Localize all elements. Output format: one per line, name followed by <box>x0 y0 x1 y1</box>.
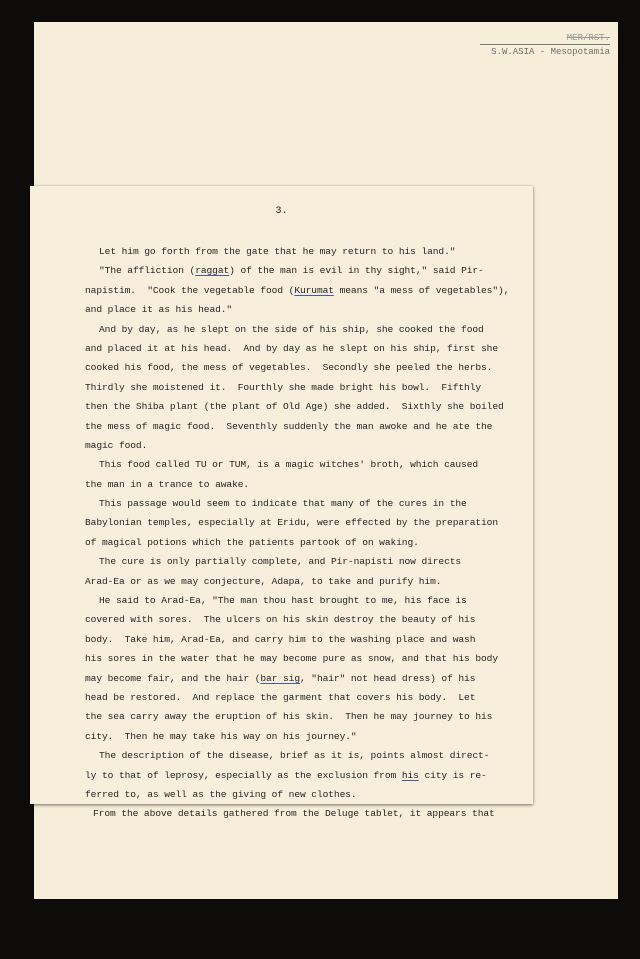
text-line <box>85 455 531 474</box>
text-segment: and placed it at his head. And by day as he slept on his ship, first she <box>85 342 498 354</box>
text-line <box>85 281 531 300</box>
text-segment: The description of the disease, brief as it is, points almost direct- <box>99 750 490 762</box>
text-segment: of magical potions which the patients partook of on waking. <box>85 536 419 548</box>
text-line <box>85 727 531 746</box>
text-segment: and place it as his head." <box>85 304 233 316</box>
text-line <box>85 766 531 785</box>
page-number: 3. <box>275 206 288 217</box>
text-segment: city. Then he may take his way on his journey." <box>85 730 357 742</box>
text-line <box>85 669 531 688</box>
body-text <box>85 242 531 824</box>
text-segment: And by day, as he slept on the side of his ship, she cooked the food <box>99 323 484 335</box>
text-line <box>85 552 531 571</box>
text-line <box>85 378 531 397</box>
text-segment: He said to Arad-Ea, "The man thou hast brought to me, his face is <box>99 595 467 607</box>
text-segment: ) of the man is evil in thy sight," said Pir- <box>229 265 484 277</box>
text-segment: his sores in the water that he may become pure as snow, and that his body <box>85 653 498 665</box>
underlined-term: his <box>401 769 419 781</box>
text-line <box>85 591 531 610</box>
text-segment: magic food. <box>85 439 148 451</box>
text-line <box>85 649 531 668</box>
text-segment: Arad-Ea or as we may conjecture, Adapa, to take and purify him. <box>85 575 442 587</box>
text-segment: From the above details gathered from the Deluge tablet, it appears that <box>93 808 495 820</box>
text-segment: "The affliction ( <box>99 265 196 277</box>
text-segment: The cure is only partially complete, and Pir-napisti now directs <box>99 556 462 568</box>
text-segment: the mess of magic food. Seventhly suddenly the man awoke and he ate the <box>85 420 493 432</box>
text-line <box>85 513 531 532</box>
text-segment: covered with sores. The ulcers on his skin destroy the beauty of his <box>85 614 476 626</box>
text-line <box>85 320 531 339</box>
text-segment: , "hair" not head dress) of his <box>299 672 476 684</box>
text-segment: This food called TU or TUM, is a magic witches' broth, which caused <box>99 459 479 471</box>
text-segment: Let him go forth from the gate that he may return to his land." <box>99 246 456 257</box>
text-segment: then the Shiba plant (the plant of Old Age) she added. Sixthly she boiled <box>85 401 504 413</box>
text-line <box>85 707 531 726</box>
text-line <box>85 358 531 377</box>
text-line <box>85 804 531 823</box>
text-line <box>85 436 531 455</box>
text-line <box>85 630 531 649</box>
text-segment: Thirdly she moistened it. Fourthly she made bright his bowl. Fifthly <box>85 381 482 393</box>
underlined-term: bar sig <box>260 672 300 684</box>
text-segment: Babylonian temples, especially at Eridu, were effected by the preparation <box>85 517 498 529</box>
typed-page <box>30 186 533 820</box>
text-segment: ferred to, as well as the giving of new clothes. <box>85 788 357 800</box>
text-line <box>85 688 531 707</box>
text-line <box>85 300 531 319</box>
text-segment: This passage would seem to indicate that many of the cures in the <box>99 498 467 510</box>
text-line <box>85 746 531 765</box>
text-segment: ly to that of leprosy, especially as the exclusion from <box>85 769 402 781</box>
text-line <box>85 397 531 416</box>
text-line <box>85 261 531 280</box>
text-line <box>85 494 531 513</box>
text-line <box>85 475 531 494</box>
underlined-term: Kurumat <box>294 284 334 296</box>
text-line <box>85 417 531 436</box>
text-segment: the sea carry away the eruption of his skin. Then he may journey to his <box>85 711 493 723</box>
text-line <box>85 572 531 591</box>
text-segment: means "a mess of vegetables"), <box>333 284 510 296</box>
text-segment: may become fair, and the hair ( <box>85 672 261 684</box>
text-segment: cooked his food, the mess of vegetables. Secondly she peeled the herbs. <box>85 362 493 374</box>
text-segment: napistim. "Cook the vegetable food ( <box>85 284 295 296</box>
underlined-term: raggat <box>195 265 230 277</box>
text-line <box>85 610 531 629</box>
text-line <box>85 242 531 261</box>
text-segment: head be restored. And replace the garment that covers his body. Let <box>85 691 476 703</box>
text-segment: the man in a trance to awake. <box>85 478 250 490</box>
text-segment: city is re- <box>418 769 487 781</box>
classification-top: MER/RST. <box>566 33 610 43</box>
text-line <box>85 785 531 804</box>
classification-text: S.W.ASIA - Mesopotamia <box>480 44 610 58</box>
classification-label <box>480 32 610 58</box>
text-line <box>85 533 531 552</box>
text-line <box>85 339 531 358</box>
text-segment: body. Take him, Arad-Ea, and carry him to the washing place and wash <box>85 633 476 645</box>
